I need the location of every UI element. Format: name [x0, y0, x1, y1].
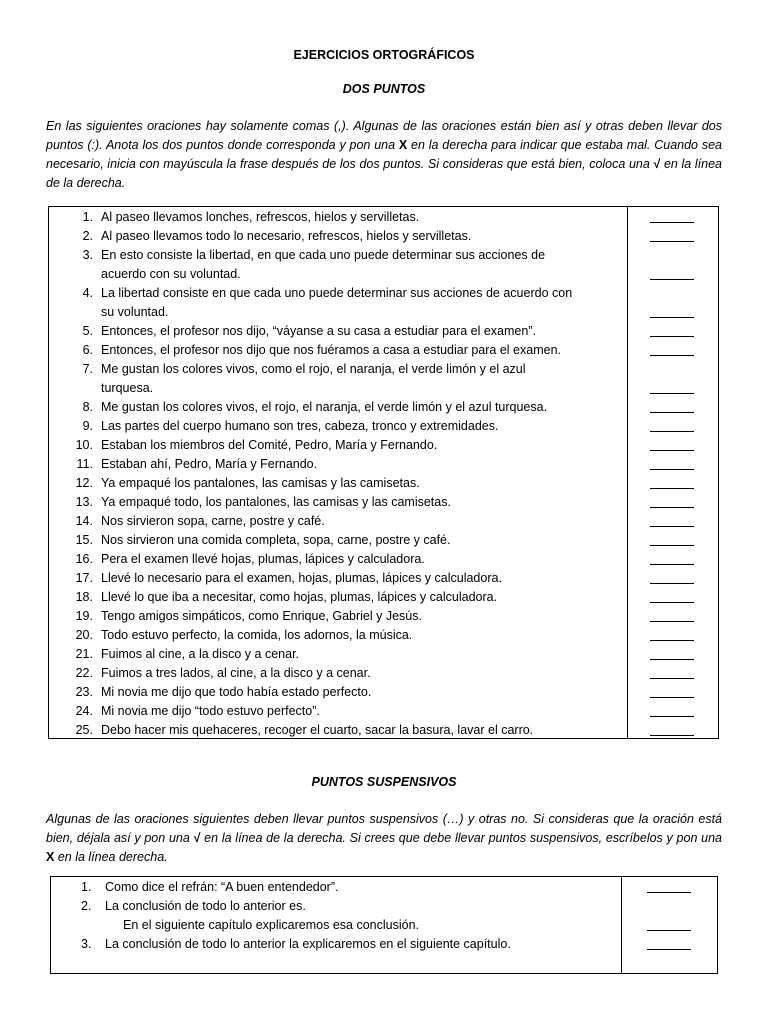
item-text: Me gustan los colores vivos, el rojo, el naranja, el verde limón y el azul turquesa.: [101, 400, 548, 414]
answer-line[interactable]: [647, 930, 691, 931]
item-text: Como dice el refrán: “A buen entendedor”.: [105, 880, 339, 894]
list-item: [49, 588, 625, 607]
item-number: 16.: [75, 552, 93, 566]
instructions-dos-puntos: [46, 117, 722, 193]
list-item: [49, 550, 625, 569]
answer-line[interactable]: [650, 241, 694, 242]
item-text: Las partes del cuerpo humano son tres, cabeza, tronco y extremidades.: [101, 419, 499, 433]
item-text: En el siguiente capítulo explicaremos esa conclusión.: [123, 918, 420, 932]
answer-line[interactable]: [650, 355, 694, 356]
answer-line[interactable]: [650, 336, 694, 337]
item-number: 1.: [81, 880, 92, 894]
item-text: Entonces, el profesor nos dijo que nos fuéramos a casa a estudiar para el examen.: [101, 343, 561, 357]
answer-line[interactable]: [650, 507, 694, 508]
x-mark: X: [398, 138, 408, 152]
item-text: Llevé lo que iba a necesitar, como hojas, plumas, lápices y calculadora.: [101, 590, 498, 604]
item-text: Mi novia me dijo que todo había estado perfecto.: [101, 685, 372, 699]
list-item: [49, 322, 625, 341]
list-item: [49, 664, 625, 683]
answer-line[interactable]: [650, 412, 694, 413]
list-item: [49, 360, 625, 398]
item-text: Tengo amigos simpáticos, como Enrique, Gabriel y Jesús.: [101, 609, 422, 623]
list-item: [49, 436, 625, 455]
item-text: Estaban los miembros del Comité, Pedro, María y Fernando.: [101, 438, 438, 452]
list-item: [49, 512, 625, 531]
list-item: [49, 455, 625, 474]
item-text: su voluntad.: [101, 305, 169, 319]
answer-line[interactable]: [650, 488, 694, 489]
x-mark: X: [46, 850, 55, 864]
item-number: 2.: [82, 229, 93, 243]
item-number: 2.: [81, 899, 92, 913]
item-number: 19.: [75, 609, 93, 623]
page-title: EJERCICIOS ORTOGRÁFICOS: [293, 48, 475, 62]
answer-line[interactable]: [650, 469, 694, 470]
list-item: [49, 645, 625, 664]
item-number: 9.: [82, 419, 93, 433]
list-item: [49, 721, 625, 740]
list-item: [49, 569, 625, 588]
item-number: 17.: [75, 571, 93, 585]
answer-line[interactable]: [650, 735, 694, 736]
instructions-text: en la línea derecha.: [54, 850, 168, 864]
item-number: 15.: [75, 533, 93, 547]
list-item: [49, 398, 625, 417]
list-item: [49, 208, 625, 227]
item-number: 13.: [75, 495, 93, 509]
item-text: acuerdo con su voluntad.: [101, 267, 241, 281]
list-item: [49, 474, 625, 493]
item-text: Al paseo llevamos todo lo necesario, refrescos, hielos y servilletas.: [101, 229, 472, 243]
item-number: 14.: [75, 514, 93, 528]
item-text: Pera el examen llevé hojas, plumas, lápices y calculadora.: [101, 552, 425, 566]
item-number: 22.: [75, 666, 93, 680]
item-number: 7.: [82, 362, 93, 376]
answer-line[interactable]: [650, 602, 694, 603]
answer-line[interactable]: [647, 892, 691, 893]
list-item: [49, 246, 625, 284]
column-divider: [627, 207, 628, 738]
exercise-table-puntos-suspensivos: [50, 876, 718, 974]
column-divider: [621, 877, 622, 973]
answer-line[interactable]: [650, 545, 694, 546]
item-number: 20.: [75, 628, 93, 642]
instructions-puntos-suspensivos: [46, 810, 722, 867]
list-item: [49, 702, 625, 721]
answer-line[interactable]: [650, 450, 694, 451]
item-number: 1.: [82, 210, 93, 224]
instructions-text: En las siguientes oraciones hay solamente comas (,). Algunas de las oraciones están bien así y otras deben llevar dos puntos (:). Anota los dos puntos donde corresponda y pon una: [46, 119, 722, 152]
item-text: Mi novia me dijo “todo estuvo perfecto”.: [101, 704, 320, 718]
item-number: 6.: [82, 343, 93, 357]
item-text: Nos sirvieron sopa, carne, postre y café.: [101, 514, 325, 528]
section-heading-dos-puntos: DOS PUNTOS: [342, 82, 426, 96]
answer-line[interactable]: [650, 431, 694, 432]
answer-line[interactable]: [650, 659, 694, 660]
item-number: 5.: [82, 324, 93, 338]
answer-line[interactable]: [650, 393, 694, 394]
instructions-text: en la línea de la derecha. Si crees que debe llevar puntos suspensivos, escríbelos y pon una: [200, 831, 722, 845]
answer-line[interactable]: [650, 317, 694, 318]
item-text: La conclusión de todo lo anterior la explicaremos en el siguiente capítulo.: [105, 937, 511, 951]
answer-line[interactable]: [650, 678, 694, 679]
answer-line[interactable]: [650, 621, 694, 622]
instructions-text: en la derecha para indicar que estaba mal. Cuando sea necesario, inicia con mayúscula la frase después de los dos puntos. Si consideras que está bien, coloca una: [46, 138, 722, 171]
instructions-text: en la línea de la derecha.: [46, 157, 722, 190]
item-number: 8.: [82, 400, 93, 414]
check-mark: √: [653, 157, 661, 171]
item-text: La conclusión de todo lo anterior es.: [105, 899, 306, 913]
item-text: Me gustan los colores vivos, como el rojo, el naranja, el verde limón y el azul: [101, 362, 526, 376]
item-text: Fuimos a tres lados, al cine, a la disco y a cenar.: [101, 666, 371, 680]
list-item: [49, 683, 625, 702]
item-text: Nos sirvieron una comida completa, sopa, carne, postre y café.: [101, 533, 451, 547]
list-item: [49, 626, 625, 645]
item-number: 18.: [75, 590, 93, 604]
item-text: Debo hacer mis quehaceres, recoger el cuarto, sacar la basura, lavar el carro.: [101, 723, 534, 737]
item-text: Ya empaqué los pantalones, las camisas y las camisetas.: [101, 476, 420, 490]
list-item: [49, 531, 625, 550]
item-number: 11.: [76, 457, 93, 471]
item-number: 4.: [82, 286, 93, 300]
item-text: Estaban ahí, Pedro, María y Fernando.: [101, 457, 318, 471]
answer-line[interactable]: [650, 526, 694, 527]
item-number: 3.: [81, 937, 92, 951]
answer-line[interactable]: [650, 716, 694, 717]
check-mark: √: [193, 831, 201, 845]
item-number: 21.: [75, 647, 93, 661]
answer-line[interactable]: [650, 564, 694, 565]
list-item: [49, 493, 625, 512]
item-number: 3.: [82, 248, 93, 262]
list-item: [49, 341, 625, 360]
answer-line[interactable]: [647, 949, 691, 950]
list-item: [49, 417, 625, 436]
answer-line[interactable]: [650, 697, 694, 698]
item-number: 23.: [75, 685, 93, 699]
answer-line[interactable]: [650, 279, 694, 280]
exercise-table-dos-puntos: [48, 206, 719, 739]
item-number: 12.: [75, 476, 93, 490]
answer-line[interactable]: [650, 583, 694, 584]
list-item: [49, 284, 625, 322]
list-item: [49, 227, 625, 246]
section-heading-puntos-suspensivos: PUNTOS SUSPENSIVOS: [311, 775, 457, 789]
item-text: Ya empaqué todo, los pantalones, las camisas y las camisetas.: [101, 495, 451, 509]
answer-line[interactable]: [650, 640, 694, 641]
list-item: [49, 607, 625, 626]
item-text: Entonces, el profesor nos dijo, “váyanse a su casa a estudiar para el examen”.: [101, 324, 536, 338]
item-text: La libertad consiste en que cada uno puede determinar sus acciones de acuerdo con: [101, 286, 573, 300]
item-text: Al paseo llevamos lonches, refrescos, hielos y servilletas.: [101, 210, 420, 224]
item-number: 25.: [75, 723, 93, 737]
item-text: Fuimos al cine, a la disco y a cenar.: [101, 647, 300, 661]
item-number: 10.: [75, 438, 93, 452]
answer-line[interactable]: [650, 222, 694, 223]
item-text: En esto consiste la libertad, en que cada uno puede determinar sus acciones de: [101, 248, 546, 262]
instructions-text: Algunas de las oraciones siguientes deben llevar puntos suspensivos (…) y otras no. Si consideras que la oración está bien, déjala así y pon una: [46, 812, 722, 845]
item-number: 24.: [75, 704, 93, 718]
item-text: turquesa.: [101, 381, 154, 395]
item-text: Todo estuvo perfecto, la comida, los adornos, la música.: [101, 628, 413, 642]
item-text: Llevé lo necesario para el examen, hojas, plumas, lápices y calculadora.: [101, 571, 502, 585]
